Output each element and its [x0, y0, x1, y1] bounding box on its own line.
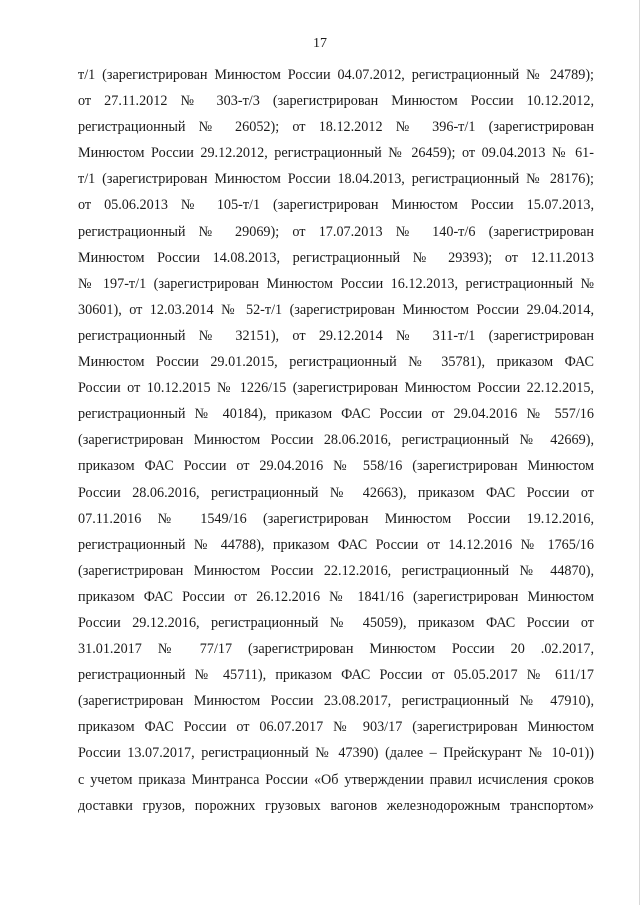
text-line: регистрационный № 29069); от 17.07.2013 № 140-т/6 (зарегистрирован	[78, 223, 594, 240]
text-line: (зарегистрирован Минюстом России 23.08.2017, регистрационный № 47910),	[78, 693, 594, 710]
text-line: приказом ФАС России от 29.04.2016 № 558/16 (зарегистрирован Минюстом	[78, 458, 594, 475]
text-line: (зарегистрирован Минюстом России 22.12.2016, регистрационный № 44870),	[78, 562, 594, 579]
text-line: приказом ФАС России от 06.07.2017 № 903/17 (зарегистрирован Минюстом	[78, 719, 594, 736]
text-line: приказом ФАС России от 26.12.2016 № 1841/16 (зарегистрирован Минюстом	[78, 588, 594, 605]
text-line: России 28.06.2016, регистрационный № 42663), приказом ФАС России от	[78, 484, 594, 501]
text-line: т/1 (зарегистрирован Минюстом России 18.04.2013, регистрационный № 28176);	[78, 171, 594, 188]
text-line: России 29.12.2016, регистрационный № 45059), приказом ФАС России от	[78, 614, 594, 631]
text-line: доставки грузов, порожних грузовых вагонов железнодорожным транспортом»	[78, 797, 594, 814]
body-paragraph	[78, 62, 594, 819]
text-line: регистрационный № 45711), приказом ФАС России от 05.05.2017 № 611/17	[78, 667, 594, 684]
text-line: от 05.06.2013 № 105-т/1 (зарегистрирован Минюстом России 15.07.2013,	[78, 197, 594, 214]
text-line: 07.11.2016 № 1549/16 (зарегистрирован Минюстом России 19.12.2016,	[78, 510, 594, 527]
text-line: т/1 (зарегистрирован Минюстом России 04.07.2012, регистрационный № 24789);	[78, 67, 594, 83]
text-line: 31.01.2017 № 77/17 (зарегистрирован Минюстом России 20 .02.2017,	[78, 641, 594, 658]
text-line: регистрационный № 32151), от 29.12.2014 № 311-т/1 (зарегистрирован	[78, 327, 594, 344]
text-line: России 13.07.2017, регистрационный № 47390) (далее – Прейскурант № 10-01))	[78, 745, 594, 762]
text-line: регистрационный № 44788), приказом ФАС России от 14.12.2016 № 1765/16	[78, 536, 594, 553]
text-line: России от 10.12.2015 № 1226/15 (зарегистрирован Минюстом России 22.12.2015,	[78, 380, 594, 397]
text-line: с учетом приказа Минтранса России «Об утверждении правил исчисления сроков	[78, 771, 594, 788]
text-line: 30601), от 12.03.2014 № 52-т/1 (зарегистрирован Минюстом России 29.04.2014,	[78, 301, 594, 318]
page-number: 17	[313, 36, 327, 51]
text-line: Минюстом России 14.08.2013, регистрационный № 29393); от 12.11.2013	[78, 249, 594, 266]
text-line: № 197-т/1 (зарегистрирован Минюстом России 16.12.2013, регистрационный №	[78, 275, 594, 292]
text-line: регистрационный № 40184), приказом ФАС России от 29.04.2016 № 557/16	[78, 406, 594, 423]
text-line: от 27.11.2012 № 303-т/3 (зарегистрирован Минюстом России 10.12.2012,	[78, 93, 594, 110]
text-line: регистрационный № 26052); от 18.12.2012 № 396-т/1 (зарегистрирован	[78, 119, 594, 136]
text-line: Минюстом России 29.12.2012, регистрационный № 26459); от 09.04.2013 № 61-	[78, 145, 594, 162]
text-line: Минюстом России 29.01.2015, регистрационный № 35781), приказом ФАС	[78, 354, 594, 371]
text-line: (зарегистрирован Минюстом России 28.06.2016, регистрационный № 42669),	[78, 432, 594, 449]
